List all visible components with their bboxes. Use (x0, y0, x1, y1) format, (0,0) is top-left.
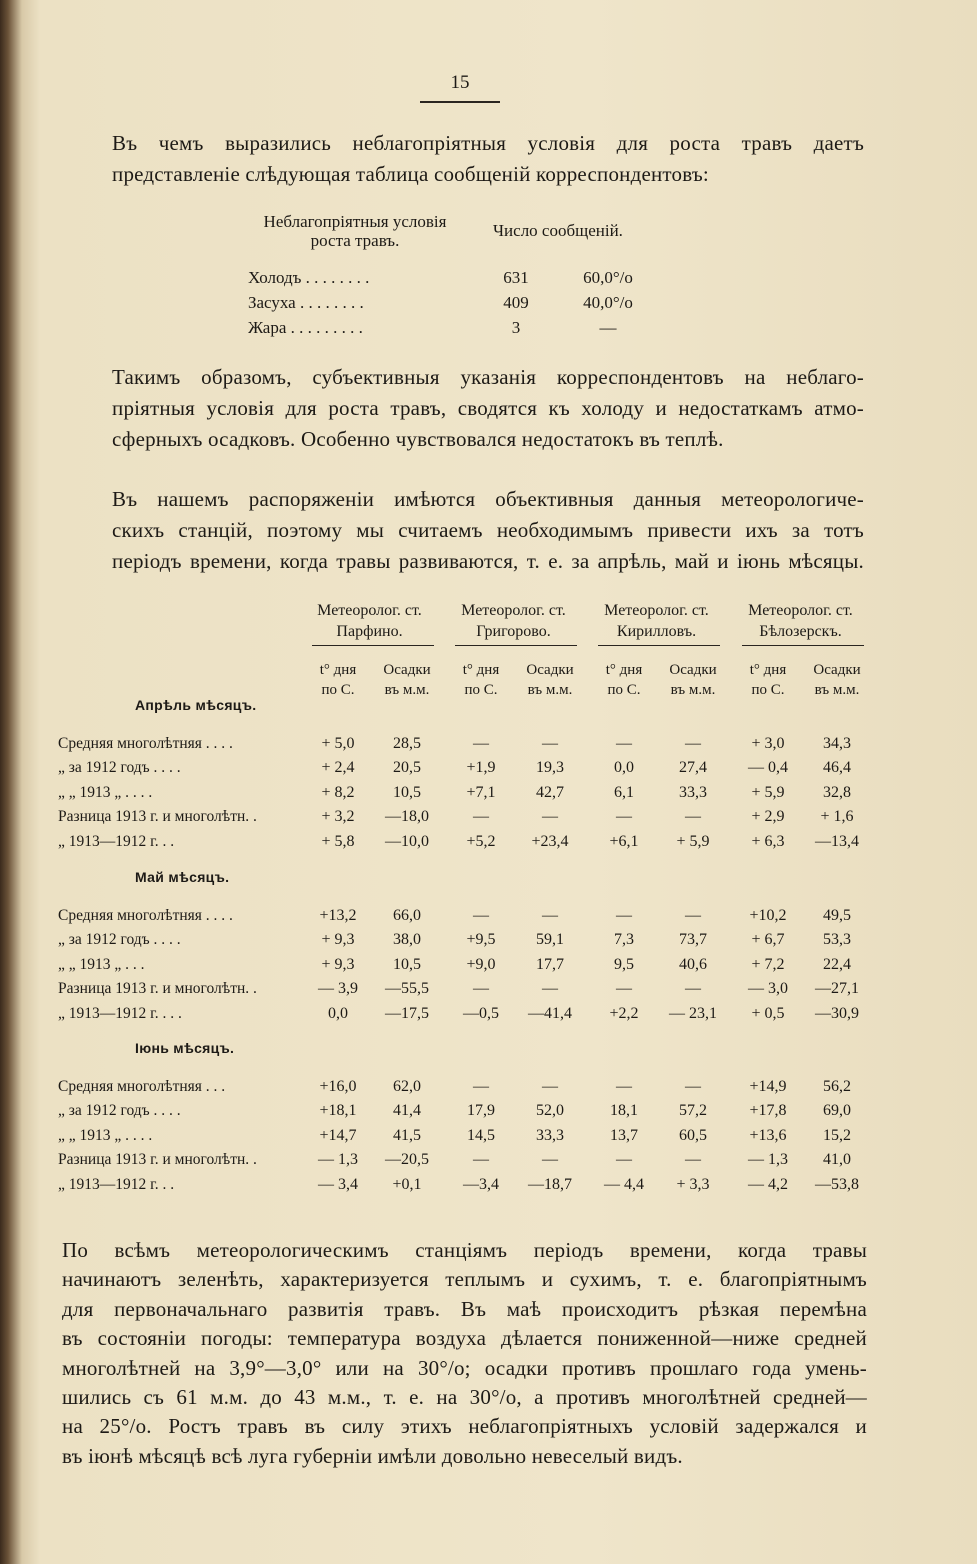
subheader-temp: t° дня по С. (319, 662, 357, 698)
table1-header-count: Число сообщеній. (493, 221, 623, 240)
table-cell: +16,0 (319, 1078, 357, 1095)
table-cell: — (685, 808, 701, 825)
table-cell: +1,9 (466, 759, 496, 776)
table-cell: +13,6 (749, 1127, 787, 1144)
station-header-grigorovo: Метеоролог. ст. Григорово. (461, 602, 566, 640)
table-cell: 40,6 (679, 956, 707, 973)
table-cell: — 3,4 (318, 1176, 358, 1193)
table-cell: 22,4 (823, 956, 851, 973)
table-cell: +17,8 (749, 1102, 787, 1119)
text-line: скихъ станцій, поэтому мы считаемъ необходимымъ привести ихъ за тотъ (112, 518, 864, 542)
paragraph-intro (112, 128, 864, 190)
table-cell: 20,5 (393, 759, 421, 776)
table-cell: +9,5 (466, 931, 496, 948)
table-cell: —3,4 (463, 1176, 499, 1193)
table-cell: + 3,3 (676, 1176, 710, 1193)
table-cell: —18,7 (528, 1176, 572, 1193)
table-cell: 60,5 (679, 1127, 707, 1144)
table-row (0, 1127, 977, 1151)
table-cell: 66,0 (393, 907, 421, 924)
table-cell: 57,2 (679, 1102, 707, 1119)
table-row (0, 1005, 977, 1029)
table-cell: —55,5 (385, 980, 429, 997)
table-cell: — (542, 1078, 558, 1095)
table-cell: — 23,1 (669, 1005, 717, 1022)
table-row (0, 1151, 977, 1175)
text-line: Въ чемъ выразились неблагопріятныя условія для роста травъ даетъ (112, 131, 864, 155)
page-number: 15 (450, 72, 470, 93)
table-cell: — (616, 1078, 632, 1095)
subheader-precip: Осадки въ м.м. (526, 662, 574, 698)
table-cell: + 0,5 (751, 1005, 785, 1022)
month-title: Апрѣль мѣсяцъ. (135, 697, 257, 713)
table-cell: — (616, 735, 632, 752)
table-cell: — (685, 907, 701, 924)
table-cell: + 3,2 (321, 808, 355, 825)
table-cell: + 1,6 (820, 808, 854, 825)
table-cell: 56,2 (823, 1078, 851, 1095)
table-cell: + 9,3 (321, 931, 355, 948)
table-cell: — (616, 1151, 632, 1168)
table-cell: —53,8 (815, 1176, 859, 1193)
table-cell: + 5,9 (751, 784, 785, 801)
row-label: Разница 1913 г. и многолѣтн. . (58, 1151, 257, 1168)
table-cell: — (473, 1078, 489, 1095)
table-cell: 59,1 (536, 931, 564, 948)
table-cell: — (616, 808, 632, 825)
table-cell: +6,1 (609, 833, 639, 850)
month-title: Май мѣсяцъ. (135, 869, 230, 885)
table-cell: — (542, 735, 558, 752)
text-line: По всѣмъ метеорологическимъ станціямъ періодъ времени, когда травы (62, 1238, 867, 1262)
table-cell: — 4,4 (604, 1176, 644, 1193)
page-number-rule (420, 101, 500, 103)
text-line: сферныхъ осадковъ. Особенно чувствовался недостатокъ въ теплѣ. (112, 427, 724, 451)
table-cell: 0,0 (328, 1005, 348, 1022)
table-cell: +7,1 (466, 784, 496, 801)
row-label: „ „ 1913 „ . . . . (58, 784, 153, 801)
table-cell: 27,4 (679, 759, 707, 776)
table-cell: —18,0 (385, 808, 429, 825)
row-label: „ 1913—1912 г. . . (58, 1176, 175, 1193)
table-cell: —30,9 (815, 1005, 859, 1022)
table-cell: — (616, 907, 632, 924)
table-cell: 18,1 (610, 1102, 638, 1119)
subheader-temp: t° дня по С. (749, 662, 787, 698)
table-cell: —13,4 (815, 833, 859, 850)
table-row (0, 759, 977, 783)
text-line: пріятныя условія для роста травъ, сводятся къ холоду и недостаткамъ атмо- (112, 396, 864, 420)
table-cell: 33,3 (536, 1127, 564, 1144)
table-cell: 41,4 (393, 1102, 421, 1119)
table-cell: 10,5 (393, 956, 421, 973)
table-cell: — (473, 1151, 489, 1168)
table-cell: +2,2 (609, 1005, 639, 1022)
table1-row: Жара . . . . . . . . . 3 — (248, 318, 617, 337)
table-cell: —17,5 (385, 1005, 429, 1022)
text-line: начинаютъ зеленѣть, характеризуется теплымъ и сухимъ, т. е. благопріятнымъ (62, 1267, 867, 1292)
month-title: Іюнь мѣсяцъ. (135, 1040, 235, 1056)
table-cell: + 5,8 (321, 833, 355, 850)
table-cell: — (542, 1151, 558, 1168)
table-row (0, 808, 977, 832)
table-cell: — (473, 980, 489, 997)
table-cell: 73,7 (679, 931, 707, 948)
row-label: „ 1913—1912 г. . . (58, 833, 175, 850)
table-cell: + 5,0 (321, 735, 355, 752)
table-cell: 42,7 (536, 784, 564, 801)
table-cell: + 6,3 (751, 833, 785, 850)
station-brace (598, 645, 720, 654)
table-cell: — 4,2 (748, 1176, 788, 1193)
table-cell: — (542, 808, 558, 825)
text-line: въ состояніи погоды: температура воздуха дѣлается пониженной—ниже средней (62, 1326, 867, 1351)
table-row (0, 907, 977, 931)
subheader-precip: Осадки въ м.м. (813, 662, 861, 698)
row-label: Разница 1913 г. и многолѣтн. . (58, 808, 257, 825)
text-line: многолѣтней на 3,9°—3,0° или на 30°/o; осадки противъ прошлаго года умень- (62, 1355, 867, 1380)
table-cell: —10,0 (385, 833, 429, 850)
text-line: въ іюнѣ мѣсяцѣ всѣ луга губерніи имѣли довольно невеселый видъ. (62, 1443, 683, 1468)
table-cell: 46,4 (823, 759, 851, 776)
table-cell: — (542, 980, 558, 997)
table-cell: — (685, 1151, 701, 1168)
table-cell: + 2,4 (321, 759, 355, 776)
table-cell: — 3,0 (748, 980, 788, 997)
row-label: Средняя многолѣтняя . . . . (58, 735, 233, 752)
table-cell: — (542, 907, 558, 924)
text-line: періодъ времени, когда травы развиваются, т. е. за апрѣль, май и іюнь мѣсяцы. (112, 549, 864, 573)
table1-row: Засуха . . . . . . . . 409 40,0°/o (248, 293, 633, 312)
station-brace (742, 645, 864, 654)
table-row (0, 931, 977, 955)
table-cell: +5,2 (466, 833, 496, 850)
station-header-belozersk: Метеоролог. ст. Бѣлозерскъ. (748, 602, 853, 640)
table-cell: — (616, 980, 632, 997)
station-header-kirillov: Метеоролог. ст. Кирилловъ. (604, 602, 709, 640)
table-cell: 28,5 (393, 735, 421, 752)
table1-row: Холодъ . . . . . . . . 631 60,0°/o (248, 268, 633, 287)
table-cell: + 5,9 (676, 833, 710, 850)
table-cell: —27,1 (815, 980, 859, 997)
table-cell: — 3,9 (318, 980, 358, 997)
station-header-parfino: Метеоролог. ст. Парфино. (317, 602, 422, 640)
table-cell: 38,0 (393, 931, 421, 948)
table-cell: 13,7 (610, 1127, 638, 1144)
table-cell: 6,1 (614, 784, 634, 801)
paragraph-stations (112, 484, 864, 577)
table-cell: 41,0 (823, 1151, 851, 1168)
table-cell: —0,5 (463, 1005, 499, 1022)
table-cell: 33,3 (679, 784, 707, 801)
table-cell: —20,5 (385, 1151, 429, 1168)
table-cell: +9,0 (466, 956, 496, 973)
row-label: „ 1913—1912 г. . . . (58, 1005, 182, 1022)
table-cell: 17,9 (467, 1102, 495, 1119)
text-line: на 25°/o. Ростъ травъ въ силу этихъ неблагопріятныхъ условій задержался и (62, 1414, 867, 1439)
table-cell: 19,3 (536, 759, 564, 776)
table-cell: 34,3 (823, 735, 851, 752)
paragraph-summary (62, 1236, 867, 1471)
row-label: „ „ 1913 „ . . . (58, 956, 145, 973)
subheader-precip: Осадки въ м.м. (669, 662, 717, 698)
table-cell: + 2,9 (751, 808, 785, 825)
row-label: „ за 1912 годъ . . . . (58, 1102, 181, 1119)
table-row (0, 833, 977, 857)
station-brace (312, 645, 434, 654)
table-cell: — (685, 735, 701, 752)
row-label: „ за 1912 годъ . . . . (58, 931, 181, 948)
table-row (0, 1078, 977, 1102)
table-cell: + 9,3 (321, 956, 355, 973)
table-cell: 41,5 (393, 1127, 421, 1144)
table-cell: — 0,4 (748, 759, 788, 776)
table-cell: 17,7 (536, 956, 564, 973)
table-cell: —41,4 (528, 1005, 572, 1022)
paragraph-conclusion (112, 362, 864, 455)
row-label: Средняя многолѣтняя . . . . (58, 907, 233, 924)
table-cell: +10,2 (749, 907, 787, 924)
row-label: Разница 1913 г. и многолѣтн. . (58, 980, 257, 997)
table-cell: — (473, 907, 489, 924)
table-cell: — (473, 808, 489, 825)
table-cell: 53,3 (823, 931, 851, 948)
table-row (0, 784, 977, 808)
table-cell: 10,5 (393, 784, 421, 801)
table-cell: +14,7 (319, 1127, 357, 1144)
table-row (0, 980, 977, 1004)
table-cell: + 7,2 (751, 956, 785, 973)
table-cell: 15,2 (823, 1127, 851, 1144)
text-line: Такимъ образомъ, субъективныя указанія корреспондентовъ на неблаго- (112, 365, 864, 389)
table-cell: +13,2 (319, 907, 357, 924)
table-cell: 49,5 (823, 907, 851, 924)
table-cell: — (685, 1078, 701, 1095)
table1-header-conditions: Неблагопріятныя условія роста травъ. (263, 212, 447, 250)
table-cell: + 6,7 (751, 931, 785, 948)
table-cell: 62,0 (393, 1078, 421, 1095)
table-row (0, 735, 977, 759)
row-label: Средняя многолѣтняя . . . (58, 1078, 226, 1095)
subheader-temp: t° дня по С. (605, 662, 643, 698)
text-line: для первоначальнаго развитія травъ. Въ маѣ происходитъ рѣзкая перемѣна (62, 1296, 867, 1321)
table-cell: +18,1 (319, 1102, 357, 1119)
table-cell: 0,0 (614, 759, 634, 776)
table-cell: + 8,2 (321, 784, 355, 801)
subheader-temp: t° дня по С. (462, 662, 500, 698)
row-label: „ „ 1913 „ . . . . (58, 1127, 153, 1144)
table-cell: 52,0 (536, 1102, 564, 1119)
text-line: Въ нашемъ распоряженіи имѣются объективныя данныя метеорологиче- (112, 487, 864, 511)
table-cell: 9,5 (614, 956, 634, 973)
table-cell: +0,1 (392, 1176, 422, 1193)
table-cell: — (473, 735, 489, 752)
station-brace (455, 645, 577, 654)
table-row (0, 1102, 977, 1126)
text-line: шились съ 61 м.м. до 43 м.м., т. е. на 30°/o, а противъ многолѣтней средней— (62, 1385, 867, 1410)
table-cell: 69,0 (823, 1102, 851, 1119)
table-cell: 7,3 (614, 931, 634, 948)
text-line: представленіе слѣдующая таблица сообщеній корреспондентовъ: (112, 162, 709, 186)
subheader-precip: Осадки въ м.м. (383, 662, 431, 698)
table-row (0, 1176, 977, 1200)
table-row (0, 956, 977, 980)
table-cell: — 1,3 (318, 1151, 358, 1168)
table-cell: — 1,3 (748, 1151, 788, 1168)
row-label: „ за 1912 годъ . . . . (58, 759, 181, 776)
table-cell: 14,5 (467, 1127, 495, 1144)
table-cell: 32,8 (823, 784, 851, 801)
table-cell: +23,4 (531, 833, 569, 850)
table-cell: — (685, 980, 701, 997)
table-cell: +14,9 (749, 1078, 787, 1095)
table-cell: + 3,0 (751, 735, 785, 752)
